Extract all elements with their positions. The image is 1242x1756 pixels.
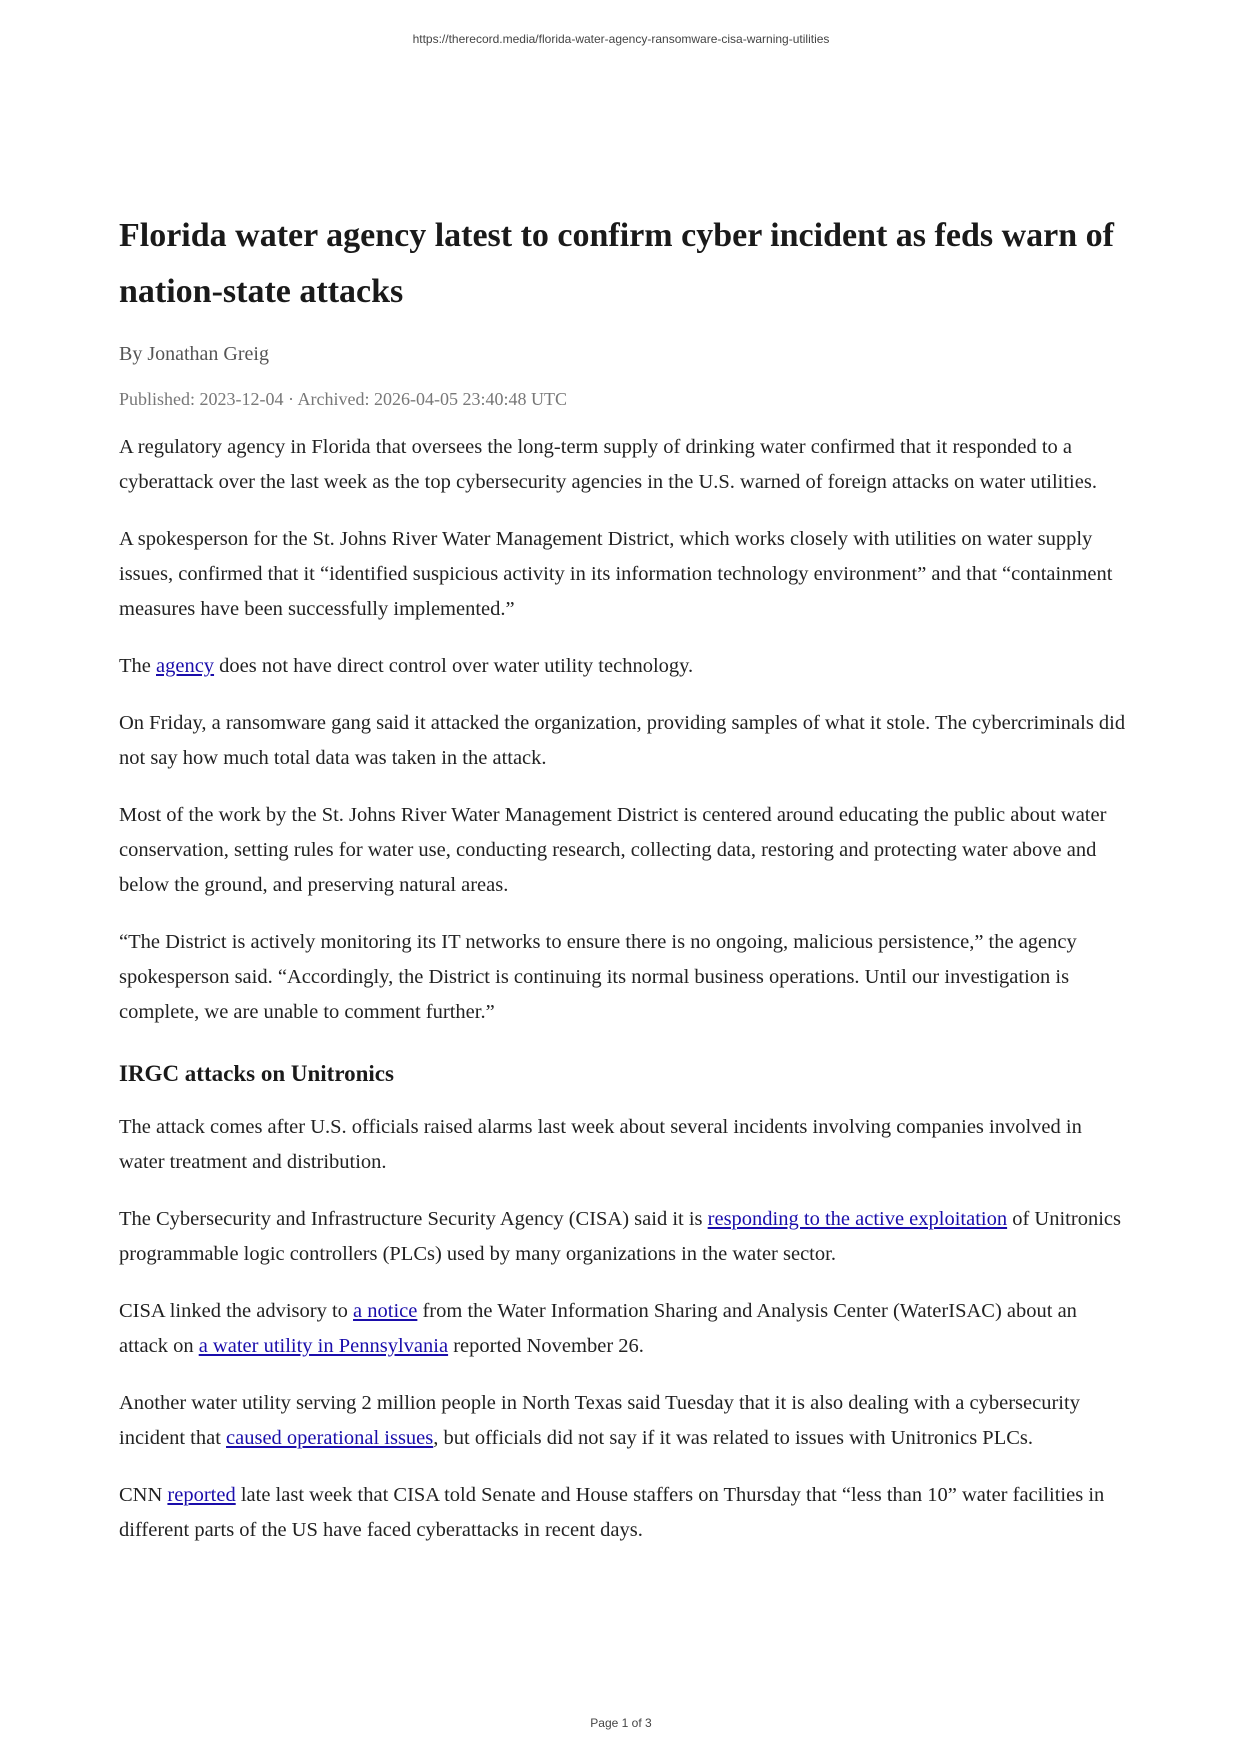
article-title: Florida water agency latest to confirm cyber incident as feds warn of nation-state attacks [119, 217, 1114, 310]
paragraph-text: CISA linked the advisory to [119, 1300, 354, 1322]
paragraph-text: of Unitronics programmable logic controllers (PLCs) used by many organizations in the water sector. [119, 1208, 1121, 1265]
section-heading: IRGC attacks on Unitronics [119, 1061, 394, 1086]
paragraph-2: A spokesperson for the St. Johns River Water Management District, which works closely with utilities on water supply issues, confirmed that it “identified suspicious activity in its information technology environment” and that “containment measures have been successfully implemented.” [119, 528, 1113, 620]
page-number: Page 1 of 3 [590, 1716, 652, 1730]
paragraph-10 [119, 1386, 1129, 1456]
agency-link[interactable]: agency [156, 655, 215, 677]
paragraph-text: late last week that CISA told Senate and House staffers on Thursday that “less than 10” water facilities in different parts of the US have faced cyberattacks in recent days. [119, 1484, 1105, 1541]
paragraph-7: The attack comes after U.S. officials raised alarms last week about several incidents involving companies involved in water treatment and distribution. [119, 1116, 1082, 1173]
paragraph-text: reported November 26. [448, 1335, 644, 1357]
pennsylvania-utility-link[interactable]: a water utility in Pennsylvania [198, 1335, 449, 1357]
paragraph-text: Another water utility serving 2 million people in North Texas said Tuesday that it is also dealing with a cybersecurity incident that [119, 1392, 1080, 1449]
paragraph-text: , but officials did not say if it was related to issues with Unitronics PLCs. [433, 1427, 1034, 1449]
notice-link[interactable]: a notice [353, 1300, 418, 1322]
paragraph-1: A regulatory agency in Florida that oversees the long-term supply of drinking water confirmed that it responded to a cyberattack over the last week as the top cybersecurity agencies in the U.S. warned of foreign attacks on water utilities. [119, 436, 1097, 493]
source-url: https://therecord.media/florida-water-agency-ransomware-cisa-warning-utilities [412, 32, 830, 46]
paragraph-3 [119, 649, 1129, 684]
paragraph-text: from the Water Information Sharing and Analysis Center (WaterISAC) about an attack on [119, 1300, 1077, 1357]
paragraph-11 [119, 1478, 1129, 1548]
paragraph-text: The Cybersecurity and Infrastructure Security Agency (CISA) said it is [119, 1208, 708, 1230]
byline: By Jonathan Greig [119, 343, 269, 365]
paragraph-5: Most of the work by the St. Johns River Water Management District is centered around educating the public about water conservation, setting rules for water use, conducting research, collecting data, restoring and protecting water above and below the ground, and preserving natural areas. [119, 804, 1107, 896]
paragraph-text: does not have direct control over water utility technology. [214, 655, 694, 677]
operational-issues-link[interactable]: caused operational issues [226, 1427, 434, 1449]
paragraph-8 [119, 1202, 1129, 1272]
paragraph-6: “The District is actively monitoring its IT networks to ensure there is no ongoing, malicious persistence,” the agency spokesperson said. “Accordingly, the District is continuing its normal business operations. Until our investigation is complete, we are unable to comment further.” [119, 931, 1077, 1023]
article [119, 208, 1129, 1570]
cnn-reported-link[interactable]: reported [167, 1484, 236, 1506]
active-exploitation-link[interactable]: responding to the active exploitation [707, 1208, 1008, 1230]
paragraph-4: On Friday, a ransomware gang said it attacked the organization, providing samples of what it stole. The cybercriminals did not say how much total data was taken in the attack. [119, 712, 1126, 769]
paragraph-9 [119, 1294, 1129, 1364]
publish-date: Published: 2023-12-04 · Archived: 2026-04-05 23:40:48 UTC [119, 389, 567, 409]
paragraph-text: CNN [119, 1484, 168, 1506]
paragraph-text: The [119, 655, 156, 677]
